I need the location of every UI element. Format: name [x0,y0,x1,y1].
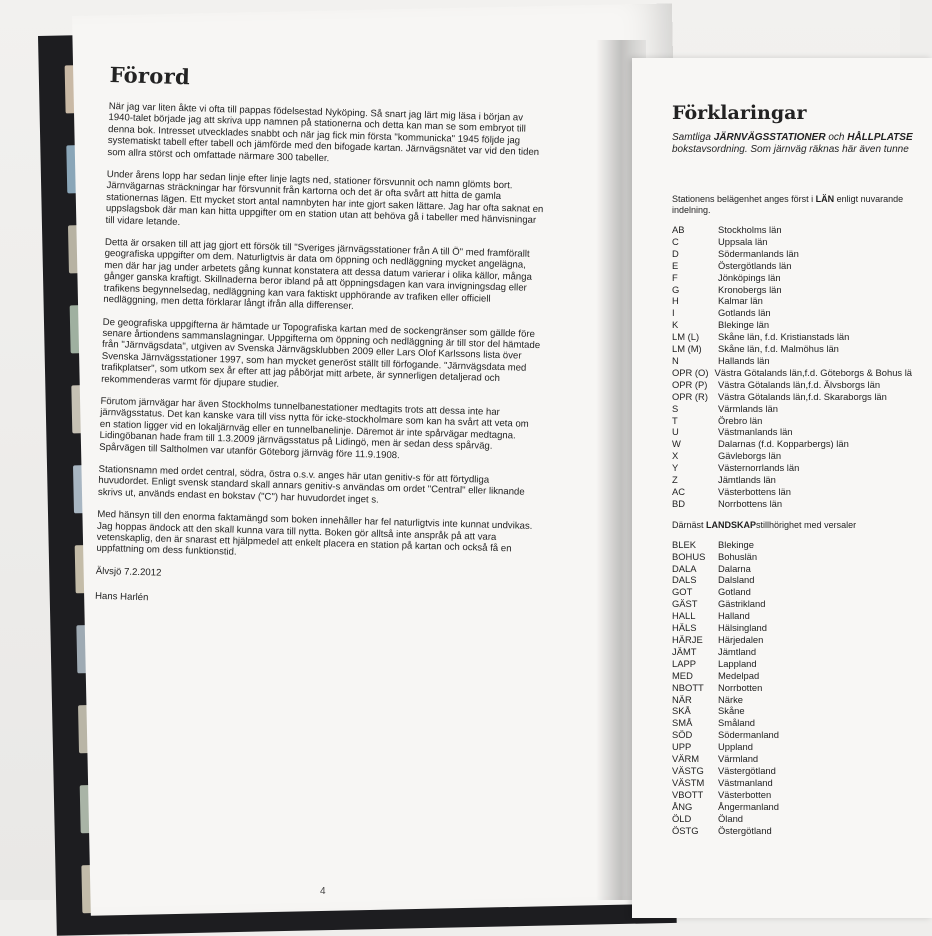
landskap-row [672,777,912,789]
abbreviation-code: Z [672,474,678,486]
foreword-paragraph: När jag var liten åkte vi ofta till pappas födelsestad Nyköping. Så snart jag lärt mig läsa i början av 1940-talet började jag att skriva upp namnen på stationerna och detta kan man se som embryot till denna bok. Intresset utvecklades snabbt och när jag fick min första "kommunicka" 1945 följde jag systematiskt tabell efter tabell och jämförde med den bifogade kartan. Järnvägsnätet var vid den tiden som allra störst och omfattade närmare 300 tabeller. [107,100,540,164]
lan-row [672,284,912,296]
foreword-paragraph: Under årens lopp har sedan linje efter linje lagts ned, stationer försvunnit och namn glömts bort. Järnvägarnas sträckningar har försvunnit från kartorna och det är ofta svårt att hitta de gamla stationernas lägen. Ett mycket stort antal namnbyten har inte gjort saken lättare. Jag har ofta saknat en uppslagsbok där man kan hitta uppgifter om en station utan att behöva gå i tabeller med hänvisningar till vidare letande. [105,168,544,228]
abbreviation-code: I [672,307,675,319]
abbreviation-code: K [672,319,679,331]
abbreviation-code: OPR (P) [672,378,708,390]
abbreviation-name: Hallands län [718,354,770,366]
abbreviation-name: Jämtland [718,645,757,657]
abbreviation-name: Medelpad [718,669,760,681]
abbreviation-name: Norrbotten [718,681,763,693]
abbreviation-name: Lappland [718,657,757,669]
abbreviation-name: Dalarna [718,562,751,574]
abbreviation-code: ÅNG [672,800,693,812]
abbreviation-code: LM (M) [672,343,702,355]
landskap-intro [672,520,912,531]
abbreviation-code: X [672,450,679,462]
landskap-intro-bold: LANDSKAP [706,519,757,530]
lan-intro-text: indelning. [672,205,711,215]
abbreviation-name: Dalsland [718,574,755,586]
lan-row [672,319,912,331]
landskap-row [672,646,912,658]
lan-row [672,462,912,474]
abbreviation-code: F [672,271,678,283]
abbreviation-code: ÖSTG [672,824,699,836]
abbreviation-name: Gävleborgs län [718,450,782,462]
abbreviation-name: Västernorrlands län [718,462,800,474]
lan-row [672,236,912,248]
abbreviation-code: H [672,295,679,307]
intro-bold: HÅLLPLATSE [847,132,913,143]
landskap-intro-text: Därnäst [672,519,707,530]
abbreviation-code: OPR (O) [672,366,709,378]
abbreviation-name: Norrbottens län [718,497,783,509]
page-number: 4 [320,886,326,897]
landskap-row [672,753,912,765]
lan-row [672,450,912,462]
abbreviation-name: Västra Götalands län,f.d. Göteborgs & Bohus lä [714,366,912,378]
abbreviation-code: VÄSTG [672,764,704,776]
landskap-row [672,622,912,634]
abbreviation-code: SÖD [672,729,693,741]
lan-row [672,474,912,486]
abbreviation-code: T [672,414,678,426]
abbreviation-name: Kalmar län [718,295,763,307]
lan-list [672,224,912,510]
foreword-paragraph: Detta är orsaken till att jag gjort ett försök till "Sveriges järnvägsstationer från A till Ö" med framförallt geografiska uppgifter om dem. Naturligtvis är data om öppning och nedläggning mycket angelägna, men där har jag under arbetets gång kunnat konstatera att dessa datum varierar i olika källor, många gånger ganska kraftigt. Skillnaderna beror ibland på att öppningsdagen kan vara invigningsdag eller trafikens begynnelsedag, nedläggning kan vara faktiskt upphörande av trafiken eller officiell nedläggning, men detta förklarar långt ifrån alla differenser. [103,236,533,312]
abbreviation-code: Y [672,462,679,474]
intro-text: och [825,132,848,143]
lan-row [672,415,912,427]
abbreviation-code: MED [672,669,693,681]
landskap-row [672,586,912,598]
foreword-paragraph: Stationsnamn med ordet central, södra, östra o.s.v. anges här utan genitiv-s för att förtydliga huvudordet. Enligt svensk standard skall annars genitiv-s användas om ordet "Central" eller liknande skrivs ut, används endast en bokstav ("C") har huvudordet inget s. [97,463,525,506]
explanations-intro [672,132,912,156]
abbreviation-name: Skåne län, f.d. Malmöhus län [718,343,839,355]
abbreviation-name: Skåne [718,705,745,717]
abbreviation-code: U [672,426,679,438]
abbreviation-code: G [672,283,680,295]
abbreviation-code: GÄST [672,598,698,610]
lan-row [672,486,912,498]
abbreviation-name: Stockholms län [718,224,782,235]
abbreviation-name: Skåne län, f.d. Kristianstads län [718,331,850,343]
landskap-list [672,539,912,837]
abbreviation-name: Västra Götalands län,f.d. Älvsborgs län [718,378,881,390]
abbreviation-code: BLEK [672,538,696,550]
landskap-intro-text: stillhörighet med versaler [756,519,857,530]
lan-row [672,343,912,355]
abbreviation-name: Halland [718,610,750,622]
abbreviation-name: Östergötlands län [718,259,792,271]
landskap-row [672,551,912,563]
abbreviation-name: Uppland [718,741,753,753]
abbreviation-name: Södermanland [718,729,779,741]
landskap-row [672,682,912,694]
abbreviation-code: BD [672,497,686,509]
abbreviation-code: DALS [672,574,697,586]
abbreviation-name: Närke [718,693,744,705]
lan-row [672,295,912,307]
landskap-row [672,765,912,777]
abbreviation-name: Blekinge [718,538,754,550]
abbreviation-name: Värmland [718,753,759,765]
abbreviation-name: Öland [718,812,744,824]
lan-row [672,260,912,272]
abbreviation-code: NÄR [672,693,692,705]
landskap-row [672,563,912,575]
abbreviation-code: DALA [672,562,697,574]
abbreviation-name: Hälsingland [718,622,767,634]
lan-row [672,224,912,236]
abbreviation-name: Västmanlands län [718,426,793,438]
abbreviation-name: Östergötland [718,824,772,836]
abbreviation-name: Dalarnas (f.d. Kopparbergs) län [718,438,849,450]
abbreviation-name: Västergötland [718,764,776,776]
abbreviation-name: Västra Götalands län,f.d. Skaraborgs län [718,390,887,402]
lan-row [672,307,912,319]
lan-row [672,498,912,510]
abbreviation-code: ÖLD [672,812,692,824]
abbreviation-name: Gästrikland [718,598,766,610]
abbreviation-code: HÄRJE [672,634,703,645]
abbreviation-code: W [672,438,681,450]
abbreviation-code: C [672,235,679,247]
abbreviation-name: Örebro län [718,414,763,426]
abbreviation-name: Gotlands län [718,307,771,319]
abbreviation-code: S [672,402,679,414]
landskap-row [672,574,912,586]
author-name: Hans Harlén [94,591,149,604]
lan-row [672,391,912,403]
lan-row [672,331,912,343]
abbreviation-code: NBOTT [672,681,704,693]
abbreviation-code: VÄRM [672,753,700,765]
abbreviation-name: Jämtlands län [718,474,776,486]
lan-row [672,248,912,260]
foreword-text [95,62,550,629]
abbreviation-code: LM (L) [672,331,700,343]
abbreviation-name: Ångermanland [718,800,779,812]
lan-intro-text: Stationens belägenhet anges först i [672,194,816,204]
abbreviation-code: UPP [672,741,692,753]
abbreviation-name: Blekinge län [718,319,770,331]
lan-row [672,426,912,438]
abbreviation-name: Värmlands län [718,402,778,414]
abbreviation-code: D [672,247,679,259]
abbreviation-code: JÄMT [672,645,697,657]
intro-text: Samtliga [672,132,714,143]
foreword-paragraph: Med hänsyn till den enorma faktamängd som boken innehåller har fel naturligtvis inte kunnat undvikas. Jag hoppas ändock att den skall kunna vara till nytta. Boken gör alltså inte anspråk på att vara vetenskaplig, den är snarast ett hjälpmedel att enkelt placera en station på kartan och också få en uppfattning om dess funktionstid. [96,509,533,559]
abbreviation-name: Västerbottens län [718,485,791,497]
lan-row [672,379,912,391]
foreword-title: Förord [109,62,191,90]
abbreviation-code: SKÅ [672,705,691,717]
explanations-title: Förklaringar [672,102,807,124]
foreword-paragraph: De geografiska uppgifterna är hämtade ur Topografiska kartan med de sockengränser som gällde före senare årtiondens sammanslagningar. Uppgifterna om öppning och nedläggning är till stor del hämtade från "Järnvägsdata", utgiven av Svenska Järnvägsklubben 2009 eller Lars Olof Karlssons lista över Svenska Järnvägsstationer 1997, som han mycket generöst ställt till förfogande. "Järnvägsdata med trafikplatser", som utkom sex år efter att jag påbörjat mitt arbete, är synnerligen detaljerad och rekommenderas varmt för djupare studier. [100,316,541,390]
landskap-row [672,610,912,622]
abbreviation-code: OPR (R) [672,390,708,402]
abbreviation-name: Kronobergs län [718,283,782,295]
abbreviation-code: E [672,259,679,271]
intro-bold: JÄRNVÄGSSTATIONER [713,132,826,143]
abbreviation-name: Västmanland [718,776,773,788]
abbreviation-code: VÄSTM [672,776,705,788]
abbreviation-name: Gotland [718,586,751,598]
landskap-row [672,658,912,670]
landskap-row [672,670,912,682]
landskap-row [672,801,912,813]
foreword-paragraph: Förutom järnvägar har även Stockholms tunnelbanestationer medtagits trots att dessa inte har järnvägsstatus. Det kan kanske vara till viss nytta för icke-stockholmare som kan ha svårt att veta om en station ligger vid en lokaljärnväg eller en tunnelbanelinje. Däremot är inte spårvägar medtagna. Lidingöbanan hade fram till 1.3.2009 järnvägsstatus på Lidingö, men är sedan dess spårväg. Spårvägen till Saltholmen var utanför Göteborg järnväg före 11.9.1908. [99,395,529,461]
abbreviation-code: AC [672,485,686,497]
landskap-row [672,813,912,825]
landskap-row [672,705,912,717]
lan-intro-bold: LÄN [815,194,835,204]
abbreviation-code: HALL [672,610,696,622]
abbreviation-name: Härjedalen [718,634,764,645]
abbreviation-code: VBOTT [672,788,704,800]
lan-row [672,438,912,450]
landskap-row [672,825,912,837]
abbreviation-name: Uppsala län [718,235,768,247]
lan-row [672,403,912,415]
abbreviation-code: N [672,354,679,366]
intro-text: bokstavsordning. Som järnväg räknas här även tunne [672,144,909,155]
abbreviation-code: HÄLS [672,622,697,634]
landskap-row [672,694,912,706]
landskap-row [672,539,912,551]
abbreviation-code: SMÅ [672,717,693,729]
abbreviation-name: Jönköpings län [718,271,781,283]
landskap-row [672,598,912,610]
abbreviation-code: LAPP [672,657,696,669]
landskap-row [672,717,912,729]
abbreviation-name: Södermanlands län [718,247,799,259]
lan-row [672,355,912,367]
lan-intro [672,194,912,216]
abbreviation-name: Småland [718,717,756,729]
landskap-row [672,729,912,741]
place-date: Älvsjö 7.2.2012 [95,565,162,579]
abbreviation-code: BOHUS [672,550,706,562]
lan-intro-text: enligt nuvarande [834,194,904,204]
abbreviation-code: AB [672,224,685,235]
lan-row [672,272,912,284]
lan-row [672,367,912,379]
explanations-text [672,102,912,836]
abbreviation-code: GOT [672,586,693,598]
abbreviation-name: Västerbotten [718,788,772,800]
landskap-row [672,741,912,753]
landskap-row [672,634,912,646]
landskap-row [672,789,912,801]
abbreviation-name: Bohuslän [718,550,758,562]
